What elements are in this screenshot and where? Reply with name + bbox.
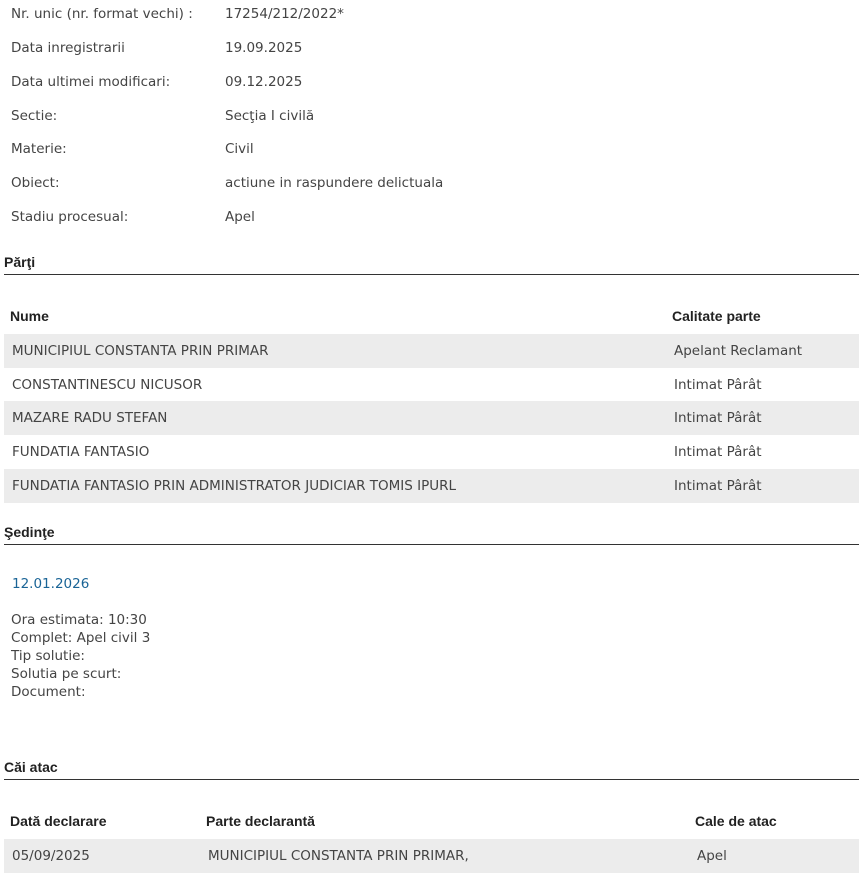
column-header-parte-declaranta: Parte declarantă [206, 813, 315, 829]
info-value: 17254/212/2022* [225, 6, 344, 22]
table-row [4, 839, 859, 873]
hearing-detail-tip-solutie: Tip solutie: [11, 648, 85, 664]
hearing-detail-ora: Ora estimata: 10:30 [11, 612, 147, 628]
info-value: Secţia I civilă [225, 108, 315, 124]
appeal-party: MUNICIPIUL CONSTANTA PRIN PRIMAR, [208, 848, 469, 864]
cai-atac-table-header [4, 813, 859, 837]
column-header-data-declarare: Dată declarare [10, 813, 107, 829]
party-name: CONSTANTINESCU NICUSOR [12, 377, 203, 393]
appeal-date: 05/09/2025 [12, 848, 90, 864]
party-role: Apelant Reclamant [674, 343, 803, 359]
table-row [4, 368, 859, 402]
appeal-type: Apel [697, 848, 727, 864]
party-role: Intimat Pârât [674, 444, 762, 460]
parti-table-header [4, 308, 859, 332]
party-role: Intimat Pârât [674, 478, 762, 494]
info-label: Data ultimei modificari: [11, 74, 171, 90]
info-value: Civil [225, 141, 254, 157]
hearing-details [11, 611, 150, 701]
hearing-date: 12.01.2026 [12, 576, 90, 592]
table-row [4, 334, 859, 368]
info-value: 09.12.2025 [225, 74, 303, 90]
party-name: MAZARE RADU STEFAN [12, 410, 168, 426]
party-role: Intimat Pârât [674, 377, 762, 393]
party-name: FUNDATIA FANTASIO PRIN ADMINISTRATOR JUDICIAR TOMIS IPURL [12, 478, 457, 494]
column-header-calitate: Calitate parte [672, 308, 761, 324]
table-row [4, 469, 859, 503]
column-header-cale-de-atac: Cale de atac [695, 813, 777, 829]
hearing-detail-complet: Complet: Apel civil 3 [11, 630, 151, 646]
info-label: Obiect: [11, 175, 60, 191]
party-name: FUNDATIA FANTASIO [12, 444, 150, 460]
table-row [4, 401, 859, 435]
info-label: Data inregistrarii [11, 40, 125, 56]
section-title-cai-atac: Căi atac [4, 759, 859, 780]
info-value: actiune in raspundere delictuala [225, 175, 444, 191]
info-label: Materie: [11, 141, 67, 157]
section-title-parti: Părţi [4, 254, 859, 275]
info-label: Sectie: [11, 108, 58, 124]
info-label: Stadiu procesual: [11, 209, 129, 225]
hearing-detail-document: Document: [11, 684, 86, 700]
info-label: Nr. unic (nr. format vechi) : [11, 6, 193, 22]
party-role: Intimat Pârât [674, 410, 762, 426]
table-row [4, 435, 859, 469]
hearing-detail-solutia-pe-scurt: Solutia pe scurt: [11, 666, 122, 682]
info-value: 19.09.2025 [225, 40, 303, 56]
section-title-sedinte: Şedinţe [4, 524, 859, 545]
party-name: MUNICIPIUL CONSTANTA PRIN PRIMAR [12, 343, 269, 359]
column-header-nume: Nume [10, 308, 49, 324]
info-value: Apel [225, 209, 255, 225]
